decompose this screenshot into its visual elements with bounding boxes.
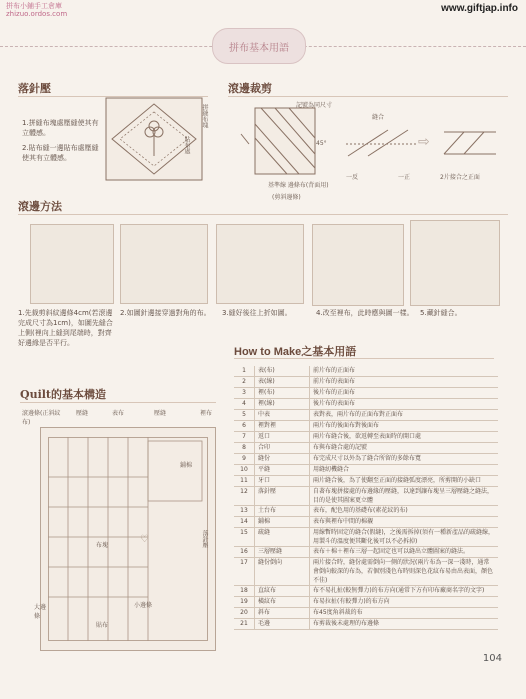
term-description: 表布＋棉＋裡布三層一起固定也可以縫出立體圖案的縫法。: [310, 547, 499, 558]
term-name: 中表: [255, 410, 310, 421]
binding-step-3-image: [216, 224, 304, 304]
term-name: 毛邊: [255, 619, 310, 630]
term-name: 縫份: [255, 454, 310, 465]
term-description: 兩片布的後面布對後面布: [310, 421, 499, 432]
term-number: 9: [234, 454, 255, 465]
section5-title: How to Make之基本用語: [234, 346, 357, 358]
term-number: 10: [234, 465, 255, 476]
seam-label-one-front: 一正: [398, 174, 411, 181]
terms-row: [234, 465, 498, 476]
term-number: 1: [234, 366, 255, 377]
binding-step-4-image: [312, 224, 404, 306]
section3-title: 滾邊方法: [18, 200, 62, 213]
quilt-label-big-border: 大邊條: [34, 604, 47, 620]
terms-row: [234, 410, 498, 421]
terms-row: [234, 476, 498, 487]
term-name: 縫份倒向: [255, 558, 310, 586]
binding-step-5: 5.藏針縫合。: [420, 309, 462, 317]
quilt-label-binding: 滾邊條(正斜紋布): [22, 410, 61, 426]
term-description: 後片布的正面布: [310, 388, 499, 399]
term-name: 鋪棉: [255, 517, 310, 528]
arrow-icon: ⇨: [418, 134, 430, 150]
term-number: 20: [234, 608, 255, 619]
quilt-label-corner: 貼布: [96, 622, 109, 629]
quilt-label-sashing: 壓縫: [76, 410, 89, 417]
heart-icon: ♡: [140, 534, 149, 545]
terms-table-container: [234, 366, 498, 630]
section4-title: Quilt的基本構造: [20, 388, 107, 401]
watermark-left-title: 拼布小鋪手工倉庫: [6, 2, 62, 10]
term-description: 用縫紉機縫合: [310, 465, 499, 476]
binding-step-5-image: [410, 220, 500, 306]
page-number: 104: [482, 653, 502, 664]
terms-row: [234, 597, 498, 608]
section4-rule: [20, 402, 216, 403]
term-name: 裡對裡: [255, 421, 310, 432]
term-name: 牙口: [255, 476, 310, 487]
terms-row: [234, 528, 498, 547]
terms-row: [234, 377, 498, 388]
term-description: 前片布的表面布: [310, 377, 499, 388]
page-badge: [212, 28, 306, 64]
term-name: 橫紋布: [255, 597, 310, 608]
quilt-label-batting: 壓縫: [154, 410, 167, 417]
term-number: 12: [234, 487, 255, 506]
binding-step-2-image: [120, 224, 208, 304]
term-description: 布與布縫合處的記號: [310, 443, 499, 454]
terms-table: [234, 366, 498, 630]
binding-step-1-image: [30, 224, 114, 304]
section1-step-1: 1.拼縫布塊處壓縫使其有立體感。: [22, 119, 99, 137]
term-name: 疏縫: [255, 528, 310, 547]
joined-strip-diagram: [440, 124, 500, 164]
quilt-label-top: 表布: [112, 410, 125, 417]
term-number: 6: [234, 421, 255, 432]
term-number: 7: [234, 432, 255, 443]
terms-row: [234, 388, 498, 399]
term-name: 表(布): [255, 366, 310, 377]
section1-step-2: 2.貼布縫一邊貼布處壓縫使其有立體感。: [22, 144, 99, 162]
term-description: 前片布的正面布: [310, 366, 499, 377]
terms-row: [234, 506, 498, 517]
term-name: 土台布: [255, 506, 310, 517]
term-description: 布45度角斜裁的布: [310, 608, 499, 619]
term-description: 兩片接合時，縫份處需倒向一側的狀況(兩片布為一深一淺時，通常會倒向較深的布為，若個別淺色布時則深色花紋布易由出表面，顏色不佳): [310, 558, 499, 586]
quilt-label-applique: 布塊: [96, 542, 109, 549]
terms-row: [234, 432, 498, 443]
quilt-label-border: 落針壓: [201, 530, 208, 548]
terms-row: [234, 443, 498, 454]
term-description: 兩片布縫合後，欲返轉至表面時的開口處: [310, 432, 499, 443]
section2-rule: [228, 96, 508, 97]
seam-label: 縫合: [372, 114, 385, 121]
term-number: 15: [234, 528, 255, 547]
seam-label-one-side: 一反: [346, 174, 359, 181]
term-number: 16: [234, 547, 255, 558]
bias-label-bottom: 基準線 邊條布(背面用): [268, 182, 329, 189]
quilt-label-quilting: 鋪棉: [180, 462, 193, 469]
term-description: 布不易扎扯(較無彈力)的布方向(通常下方有印布廠商名字的文字): [310, 586, 499, 597]
joined-label: 2片接合之正面: [440, 174, 480, 181]
term-name: 直紋布: [255, 586, 310, 597]
quilt-label-backing: 裡布: [200, 410, 213, 417]
section1-title: 落針壓: [18, 82, 51, 95]
terms-row: [234, 586, 498, 597]
quilt-label-small: 小邊條: [134, 602, 153, 609]
term-number: 13: [234, 506, 255, 517]
term-description: 表對表，兩片布的正面布對正面布: [310, 410, 499, 421]
binding-step-4: 4.改至裡布，此時應與圖一樣。: [316, 309, 414, 317]
term-name: 斜布: [255, 608, 310, 619]
terms-row: [234, 608, 498, 619]
terms-row: [234, 487, 498, 506]
term-name: 表(線): [255, 377, 310, 388]
term-description: 自著布塊拼接處的布邊緣的壓縫，以達到讓布塊呈三層壓縫之縫法，目的是使其圖案更立體: [310, 487, 499, 506]
bias-cut-diagram: [235, 104, 325, 184]
term-number: 14: [234, 517, 255, 528]
watermark-left-url: zhizuo.ordos.com: [6, 10, 68, 18]
term-number: 19: [234, 597, 255, 608]
term-description: 表布與裡布中間的棉襯: [310, 517, 499, 528]
terms-row: [234, 547, 498, 558]
terms-row: [234, 619, 498, 630]
term-name: 裡(線): [255, 399, 310, 410]
terms-row: [234, 454, 498, 465]
terms-row: [234, 366, 498, 377]
term-number: 17: [234, 558, 255, 586]
term-name: 落針壓: [255, 487, 310, 506]
section3-rule: [18, 214, 508, 215]
term-number: 3: [234, 388, 255, 399]
watermark-left: [6, 2, 67, 18]
bias-caption: (剪斜邊條): [272, 194, 301, 201]
page-badge-text: 拼布基本用語: [229, 43, 289, 54]
terms-row: [234, 558, 498, 586]
term-description: 用線暫時固定的縫合(假縫)，之後需拆掉(須有一種新產品的疏縫線，用製斗的溫度便其斷化後可以不必拆掉): [310, 528, 499, 547]
watermark-right: www.giftjap.info: [441, 3, 518, 14]
term-number: 11: [234, 476, 255, 487]
term-description: 表布，配色用的基礎布(素花紋的布): [310, 506, 499, 517]
terms-row: [234, 421, 498, 432]
pressing-label-2: 貼布處: [183, 136, 190, 154]
binding-step-2: 2.如圖針邊接穿過對角的布。: [120, 309, 211, 317]
term-name: 合印: [255, 443, 310, 454]
bias-label-45: 45°: [316, 140, 327, 147]
terms-row: [234, 399, 498, 410]
term-description: 布完成尺寸以外為了縫合所留的多餘布寬: [310, 454, 499, 465]
term-name: 返口: [255, 432, 310, 443]
term-name: 三層壓縫: [255, 547, 310, 558]
term-number: 18: [234, 586, 255, 597]
term-name: 裡(布): [255, 388, 310, 399]
term-number: 4: [234, 399, 255, 410]
bias-label-size: 記號為同尺寸: [296, 102, 333, 109]
seam-diagram: [338, 120, 428, 170]
section5-rule: [234, 358, 494, 359]
term-number: 2: [234, 377, 255, 388]
term-description: 布易拉扯(有較彈力)的布方向: [310, 597, 499, 608]
term-description: 後片布的表面布: [310, 399, 499, 410]
pressing-label-1: 拼縫布塊: [201, 104, 208, 128]
term-description: 布剪裁後未處理的布邊條: [310, 619, 499, 630]
binding-step-1: 1.先裁剪斜紋邊條4cm(若滾邊完成尺寸為1cm)，如圖先縫合上側(裡向上縫到尾端時，對齊好邊緣是否平行。: [18, 309, 113, 347]
term-number: 21: [234, 619, 255, 630]
binding-step-3: 3.縫好後往上折如圖。: [222, 309, 292, 317]
terms-row: [234, 517, 498, 528]
term-number: 8: [234, 443, 255, 454]
section2-title: 滾邊裁剪: [228, 82, 272, 95]
term-name: 平縫: [255, 465, 310, 476]
term-number: 5: [234, 410, 255, 421]
term-description: 兩片縫合後，為了使翻至正面的接縫弧度漂亮，所剪開的小缺口: [310, 476, 499, 487]
